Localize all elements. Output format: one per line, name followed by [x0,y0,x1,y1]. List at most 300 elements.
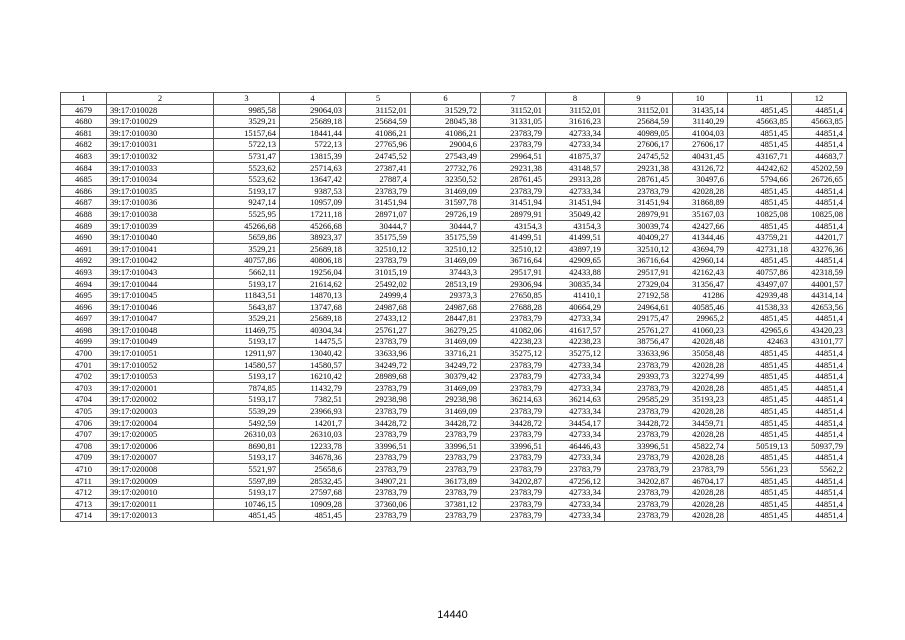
cadastral-number-cell: 39:17:010030 [107,127,214,139]
value-cell: 5659,86 [214,232,280,244]
value-cell: 4851,45 [728,417,792,429]
row-number-cell: 4704 [61,394,107,406]
row-number-cell: 4685 [61,174,107,186]
value-cell: 45822,74 [673,440,728,452]
value-cell: 42653,56 [792,301,847,313]
value-cell: 33996,51 [411,440,481,452]
row-number-cell: 4679 [61,104,107,116]
cadastral-number-cell: 39:17:010035 [107,185,214,197]
value-cell: 30039,74 [605,220,673,232]
value-cell: 28532,45 [280,475,346,487]
table-row [61,266,847,278]
value-cell: 42960,14 [673,255,728,267]
value-cell: 44851,4 [792,185,847,197]
value-cell: 45663,85 [728,116,792,128]
value-cell: 4851,45 [728,348,792,360]
value-cell: 27606,17 [673,139,728,151]
value-cell: 35049,42 [546,208,605,220]
value-cell: 30379,42 [411,371,481,383]
value-cell: 32510,12 [346,243,411,255]
value-cell: 37381,12 [411,498,481,510]
value-cell: 23783,79 [605,382,673,394]
cadastral-number-cell: 39:17:010048 [107,324,214,336]
value-cell: 40806,18 [280,255,346,267]
value-cell: 31451,94 [481,197,546,209]
value-cell: 40664,29 [546,301,605,313]
table-row [61,232,847,244]
value-cell: 28761,45 [605,174,673,186]
value-cell: 45202,59 [792,162,847,174]
column-header: 4 [280,93,346,105]
value-cell: 44851,4 [792,510,847,522]
value-cell: 47256,12 [546,475,605,487]
value-cell: 34907,21 [346,475,411,487]
value-cell: 23783,79 [605,429,673,441]
cadastral-number-cell: 39:17:010044 [107,278,214,290]
table-row [61,290,847,302]
value-cell: 4851,45 [728,452,792,464]
value-cell: 42238,23 [481,336,546,348]
value-cell: 33996,51 [481,440,546,452]
value-cell: 23783,79 [481,127,546,139]
value-cell: 43167,71 [728,150,792,162]
value-cell: 34202,87 [481,475,546,487]
value-cell: 40431,45 [673,150,728,162]
value-cell: 23783,79 [346,452,411,464]
value-cell: 25714,63 [280,162,346,174]
value-cell: 28447,81 [411,313,481,325]
value-cell: 42733,34 [546,406,605,418]
value-cell: 41499,51 [481,232,546,244]
value-cell: 13647,42 [280,174,346,186]
value-cell: 44851,4 [792,406,847,418]
value-cell: 42028,48 [673,336,728,348]
value-cell: 4851,45 [728,104,792,116]
value-cell: 44683,7 [792,150,847,162]
value-cell: 7382,51 [280,394,346,406]
cadastral-number-cell: 39:17:020004 [107,417,214,429]
value-cell: 9985,58 [214,104,280,116]
value-cell: 25492,02 [346,278,411,290]
value-cell: 43126,72 [673,162,728,174]
value-cell: 5539,29 [214,406,280,418]
value-cell: 23783,79 [346,336,411,348]
value-cell: 23966,93 [280,406,346,418]
cadastral-number-cell: 39:17:010046 [107,301,214,313]
value-cell: 50519,13 [728,440,792,452]
table-row [61,139,847,151]
value-cell: 23783,79 [481,452,546,464]
value-cell: 5722,13 [280,139,346,151]
row-number-cell: 4714 [61,510,107,522]
value-cell: 23783,79 [481,185,546,197]
row-number-cell: 4691 [61,243,107,255]
value-cell: 44201,7 [792,232,847,244]
row-number-cell: 4705 [61,406,107,418]
table-row [61,336,847,348]
row-number-cell: 4709 [61,452,107,464]
row-number-cell: 4703 [61,382,107,394]
table-row [61,452,847,464]
value-cell: 18441,44 [280,127,346,139]
value-cell: 4851,45 [728,382,792,394]
value-cell: 44851,4 [792,220,847,232]
value-cell: 23783,79 [481,498,546,510]
value-cell: 25761,27 [346,324,411,336]
value-cell: 11432,79 [280,382,346,394]
value-cell: 26310,03 [214,429,280,441]
cadastral-number-cell: 39:17:010040 [107,232,214,244]
row-number-cell: 4694 [61,278,107,290]
value-cell: 31597,78 [411,197,481,209]
value-cell: 42028,28 [673,498,728,510]
value-cell: 41060,23 [673,324,728,336]
value-cell: 23783,79 [605,185,673,197]
value-cell: 45266,68 [280,220,346,232]
value-cell: 23783,79 [411,429,481,441]
value-cell: 34249,72 [346,359,411,371]
value-cell: 31529,72 [411,104,481,116]
value-cell: 37360,06 [346,498,411,510]
table-row [61,174,847,186]
table-row [61,348,847,360]
value-cell: 25761,27 [605,324,673,336]
value-cell: 5492,59 [214,417,280,429]
value-cell: 42733,34 [546,139,605,151]
row-number-cell: 4713 [61,498,107,510]
row-number-cell: 4688 [61,208,107,220]
value-cell: 42238,23 [546,336,605,348]
value-cell: 29517,91 [481,266,546,278]
value-cell: 23783,79 [411,452,481,464]
value-cell: 24964,61 [605,301,673,313]
value-cell: 23783,79 [481,313,546,325]
cadastral-number-cell: 39:17:020009 [107,475,214,487]
cadastral-number-cell: 39:17:010038 [107,208,214,220]
value-cell: 44851,4 [792,371,847,383]
column-header: 2 [107,93,214,105]
table-row [61,475,847,487]
value-cell: 23783,79 [605,464,673,476]
value-cell: 5193,17 [214,371,280,383]
cadastral-number-cell: 39:17:020010 [107,487,214,499]
value-cell: 44851,4 [792,197,847,209]
value-cell: 33996,51 [346,440,411,452]
table-row [61,313,847,325]
cadastral-number-cell: 39:17:010047 [107,313,214,325]
value-cell: 31152,01 [481,104,546,116]
value-cell: 44851,4 [792,104,847,116]
cadastral-number-cell: 39:17:010053 [107,371,214,383]
value-cell: 31469,09 [411,185,481,197]
value-cell: 42028,28 [673,429,728,441]
row-number-cell: 4701 [61,359,107,371]
value-cell: 42733,34 [546,371,605,383]
value-cell: 5193,17 [214,185,280,197]
value-cell: 23783,79 [411,487,481,499]
row-number-cell: 4680 [61,116,107,128]
table-body [61,104,847,521]
value-cell: 43101,77 [792,336,847,348]
table-row [61,197,847,209]
value-cell: 41004,03 [673,127,728,139]
value-cell: 35058,48 [673,348,728,360]
value-cell: 23783,79 [546,464,605,476]
value-cell: 31331,05 [481,116,546,128]
value-cell: 29238,98 [411,394,481,406]
row-number-cell: 4708 [61,440,107,452]
cadastral-number-cell: 39:17:010049 [107,336,214,348]
value-cell: 27650,85 [481,290,546,302]
value-cell: 29175,47 [605,313,673,325]
value-cell: 4851,45 [728,498,792,510]
value-cell: 33633,96 [605,348,673,360]
value-cell: 14475,5 [280,336,346,348]
value-cell: 31469,09 [411,406,481,418]
value-cell: 11843,51 [214,290,280,302]
value-cell: 34459,71 [673,417,728,429]
value-cell: 44851,4 [792,382,847,394]
value-cell: 41617,57 [546,324,605,336]
value-cell: 10825,08 [728,208,792,220]
row-number-cell: 4699 [61,336,107,348]
table-row [61,278,847,290]
value-cell: 4851,45 [728,406,792,418]
value-cell: 42731,18 [728,243,792,255]
value-cell: 32350,52 [411,174,481,186]
value-cell: 25684,59 [346,116,411,128]
value-cell: 5794,66 [728,174,792,186]
value-cell: 17211,18 [280,208,346,220]
value-cell: 23783,79 [346,510,411,522]
value-cell: 29238,98 [346,394,411,406]
table-row [61,498,847,510]
cadastral-number-cell: 39:17:020011 [107,498,214,510]
row-number-cell: 4711 [61,475,107,487]
value-cell: 23783,79 [481,406,546,418]
value-cell: 5597,89 [214,475,280,487]
table-row [61,301,847,313]
value-cell: 5193,17 [214,452,280,464]
value-cell: 34428,72 [411,417,481,429]
row-number-cell: 4681 [61,127,107,139]
value-cell: 14580,57 [214,359,280,371]
table-row [61,359,847,371]
value-cell: 25658,6 [280,464,346,476]
value-cell: 40304,34 [280,324,346,336]
cadastral-number-cell: 39:17:010036 [107,197,214,209]
value-cell: 40409,27 [605,232,673,244]
value-cell: 34428,72 [481,417,546,429]
value-cell: 34249,72 [411,359,481,371]
value-cell: 4851,45 [214,510,280,522]
value-cell: 41082,06 [481,324,546,336]
value-cell: 24987,68 [346,301,411,313]
value-cell: 36716,64 [605,255,673,267]
column-header: 8 [546,93,605,105]
value-cell: 43759,21 [728,232,792,244]
row-number-cell: 4686 [61,185,107,197]
cadastral-number-cell: 39:17:020005 [107,429,214,441]
value-cell: 5722,13 [214,139,280,151]
value-cell: 41086,21 [411,127,481,139]
value-cell: 42733,34 [546,510,605,522]
cadastral-number-cell: 39:17:020013 [107,510,214,522]
row-number-cell: 4698 [61,324,107,336]
value-cell: 42733,34 [546,313,605,325]
value-cell: 31868,89 [673,197,728,209]
value-cell: 44314,14 [792,290,847,302]
value-cell: 43148,57 [546,162,605,174]
value-cell: 23783,79 [605,359,673,371]
column-header: 1 [61,93,107,105]
value-cell: 42909,65 [546,255,605,267]
value-cell: 32510,12 [481,243,546,255]
value-cell: 8690,81 [214,440,280,452]
value-cell: 14870,13 [280,290,346,302]
value-cell: 30835,34 [546,278,605,290]
cadastral-number-cell: 39:17:020001 [107,382,214,394]
value-cell: 31152,01 [346,104,411,116]
value-cell: 36173,89 [411,475,481,487]
value-cell: 5523,62 [214,162,280,174]
value-cell: 46446,43 [546,440,605,452]
value-cell: 28761,45 [481,174,546,186]
value-cell: 31140,29 [673,116,728,128]
value-cell: 29517,91 [605,266,673,278]
value-cell: 34428,72 [346,417,411,429]
cadastral-number-cell: 39:17:010042 [107,255,214,267]
value-cell: 23783,79 [346,382,411,394]
value-cell: 24745,52 [605,150,673,162]
value-cell: 4851,45 [728,510,792,522]
value-cell: 3529,21 [214,313,280,325]
value-cell: 42733,34 [546,487,605,499]
value-cell: 33716,21 [411,348,481,360]
row-number-cell: 4696 [61,301,107,313]
cadastral-number-cell: 39:17:010028 [107,104,214,116]
value-cell: 30497,6 [673,174,728,186]
value-cell: 44242,62 [728,162,792,174]
value-cell: 29231,38 [481,162,546,174]
value-cell: 28971,07 [346,208,411,220]
value-cell: 29306,94 [481,278,546,290]
value-cell: 40757,86 [214,255,280,267]
table-row [61,185,847,197]
value-cell: 42939,48 [728,290,792,302]
value-cell: 11469,75 [214,324,280,336]
value-cell: 23783,79 [605,498,673,510]
row-number-cell: 4710 [61,464,107,476]
value-cell: 29585,29 [605,394,673,406]
value-cell: 4851,45 [728,185,792,197]
value-cell: 44851,4 [792,139,847,151]
value-cell: 42463 [728,336,792,348]
value-cell: 42427,66 [673,220,728,232]
value-cell: 41286 [673,290,728,302]
value-cell: 21614,62 [280,278,346,290]
row-number-cell: 4707 [61,429,107,441]
column-header: 6 [411,93,481,105]
value-cell: 31451,94 [605,197,673,209]
cadastral-number-cell: 39:17:020008 [107,464,214,476]
row-number-cell: 4692 [61,255,107,267]
value-cell: 23783,79 [673,464,728,476]
value-cell: 36214,63 [481,394,546,406]
value-cell: 31469,09 [411,255,481,267]
value-cell: 42028,28 [673,510,728,522]
value-cell: 28045,38 [411,116,481,128]
value-cell: 42733,34 [546,359,605,371]
value-cell: 15157,64 [214,127,280,139]
value-cell: 23783,79 [605,487,673,499]
value-cell: 29231,38 [605,162,673,174]
value-cell: 23783,79 [481,464,546,476]
value-cell: 9387,53 [280,185,346,197]
value-cell: 26310,03 [280,429,346,441]
value-cell: 45663,85 [792,116,847,128]
value-cell: 19256,04 [280,266,346,278]
value-cell: 44001,57 [792,278,847,290]
cadastral-number-cell: 39:17:020003 [107,406,214,418]
value-cell: 44851,4 [792,359,847,371]
value-cell: 12233,78 [280,440,346,452]
value-cell: 37443,3 [411,266,481,278]
value-cell: 43694,79 [673,243,728,255]
value-cell: 35167,03 [673,208,728,220]
value-cell: 43154,3 [546,220,605,232]
value-cell: 16210,42 [280,371,346,383]
value-cell: 43420,23 [792,324,847,336]
cadastral-number-cell: 39:17:010043 [107,266,214,278]
cadastral-number-cell: 39:17:010045 [107,290,214,302]
value-cell: 29064,03 [280,104,346,116]
value-cell: 42318,59 [792,266,847,278]
value-cell: 50937,79 [792,440,847,452]
value-cell: 42965,6 [728,324,792,336]
value-cell: 42733,34 [546,452,605,464]
value-cell: 23783,79 [346,464,411,476]
value-cell: 44851,4 [792,429,847,441]
value-cell: 23783,79 [346,255,411,267]
value-cell: 42162,43 [673,266,728,278]
value-cell: 4851,45 [728,359,792,371]
value-cell: 41875,37 [546,150,605,162]
value-cell: 31435,14 [673,104,728,116]
value-cell: 14580,57 [280,359,346,371]
table-row [61,324,847,336]
value-cell: 5521,97 [214,464,280,476]
value-cell: 5561,23 [728,464,792,476]
value-cell: 43497,07 [728,278,792,290]
table-row [61,243,847,255]
cadastral-number-cell: 39:17:020002 [107,394,214,406]
value-cell: 23783,79 [481,429,546,441]
table-row [61,382,847,394]
value-cell: 28979,91 [605,208,673,220]
value-cell: 29964,51 [481,150,546,162]
value-cell: 27732,76 [411,162,481,174]
value-cell: 36279,25 [411,324,481,336]
data-table [60,92,847,522]
value-cell: 34428,72 [605,417,673,429]
column-header: 7 [481,93,546,105]
value-cell: 13815,39 [280,150,346,162]
value-cell: 5525,95 [214,208,280,220]
value-cell: 42733,34 [546,429,605,441]
row-number-cell: 4712 [61,487,107,499]
value-cell: 42028,28 [673,382,728,394]
